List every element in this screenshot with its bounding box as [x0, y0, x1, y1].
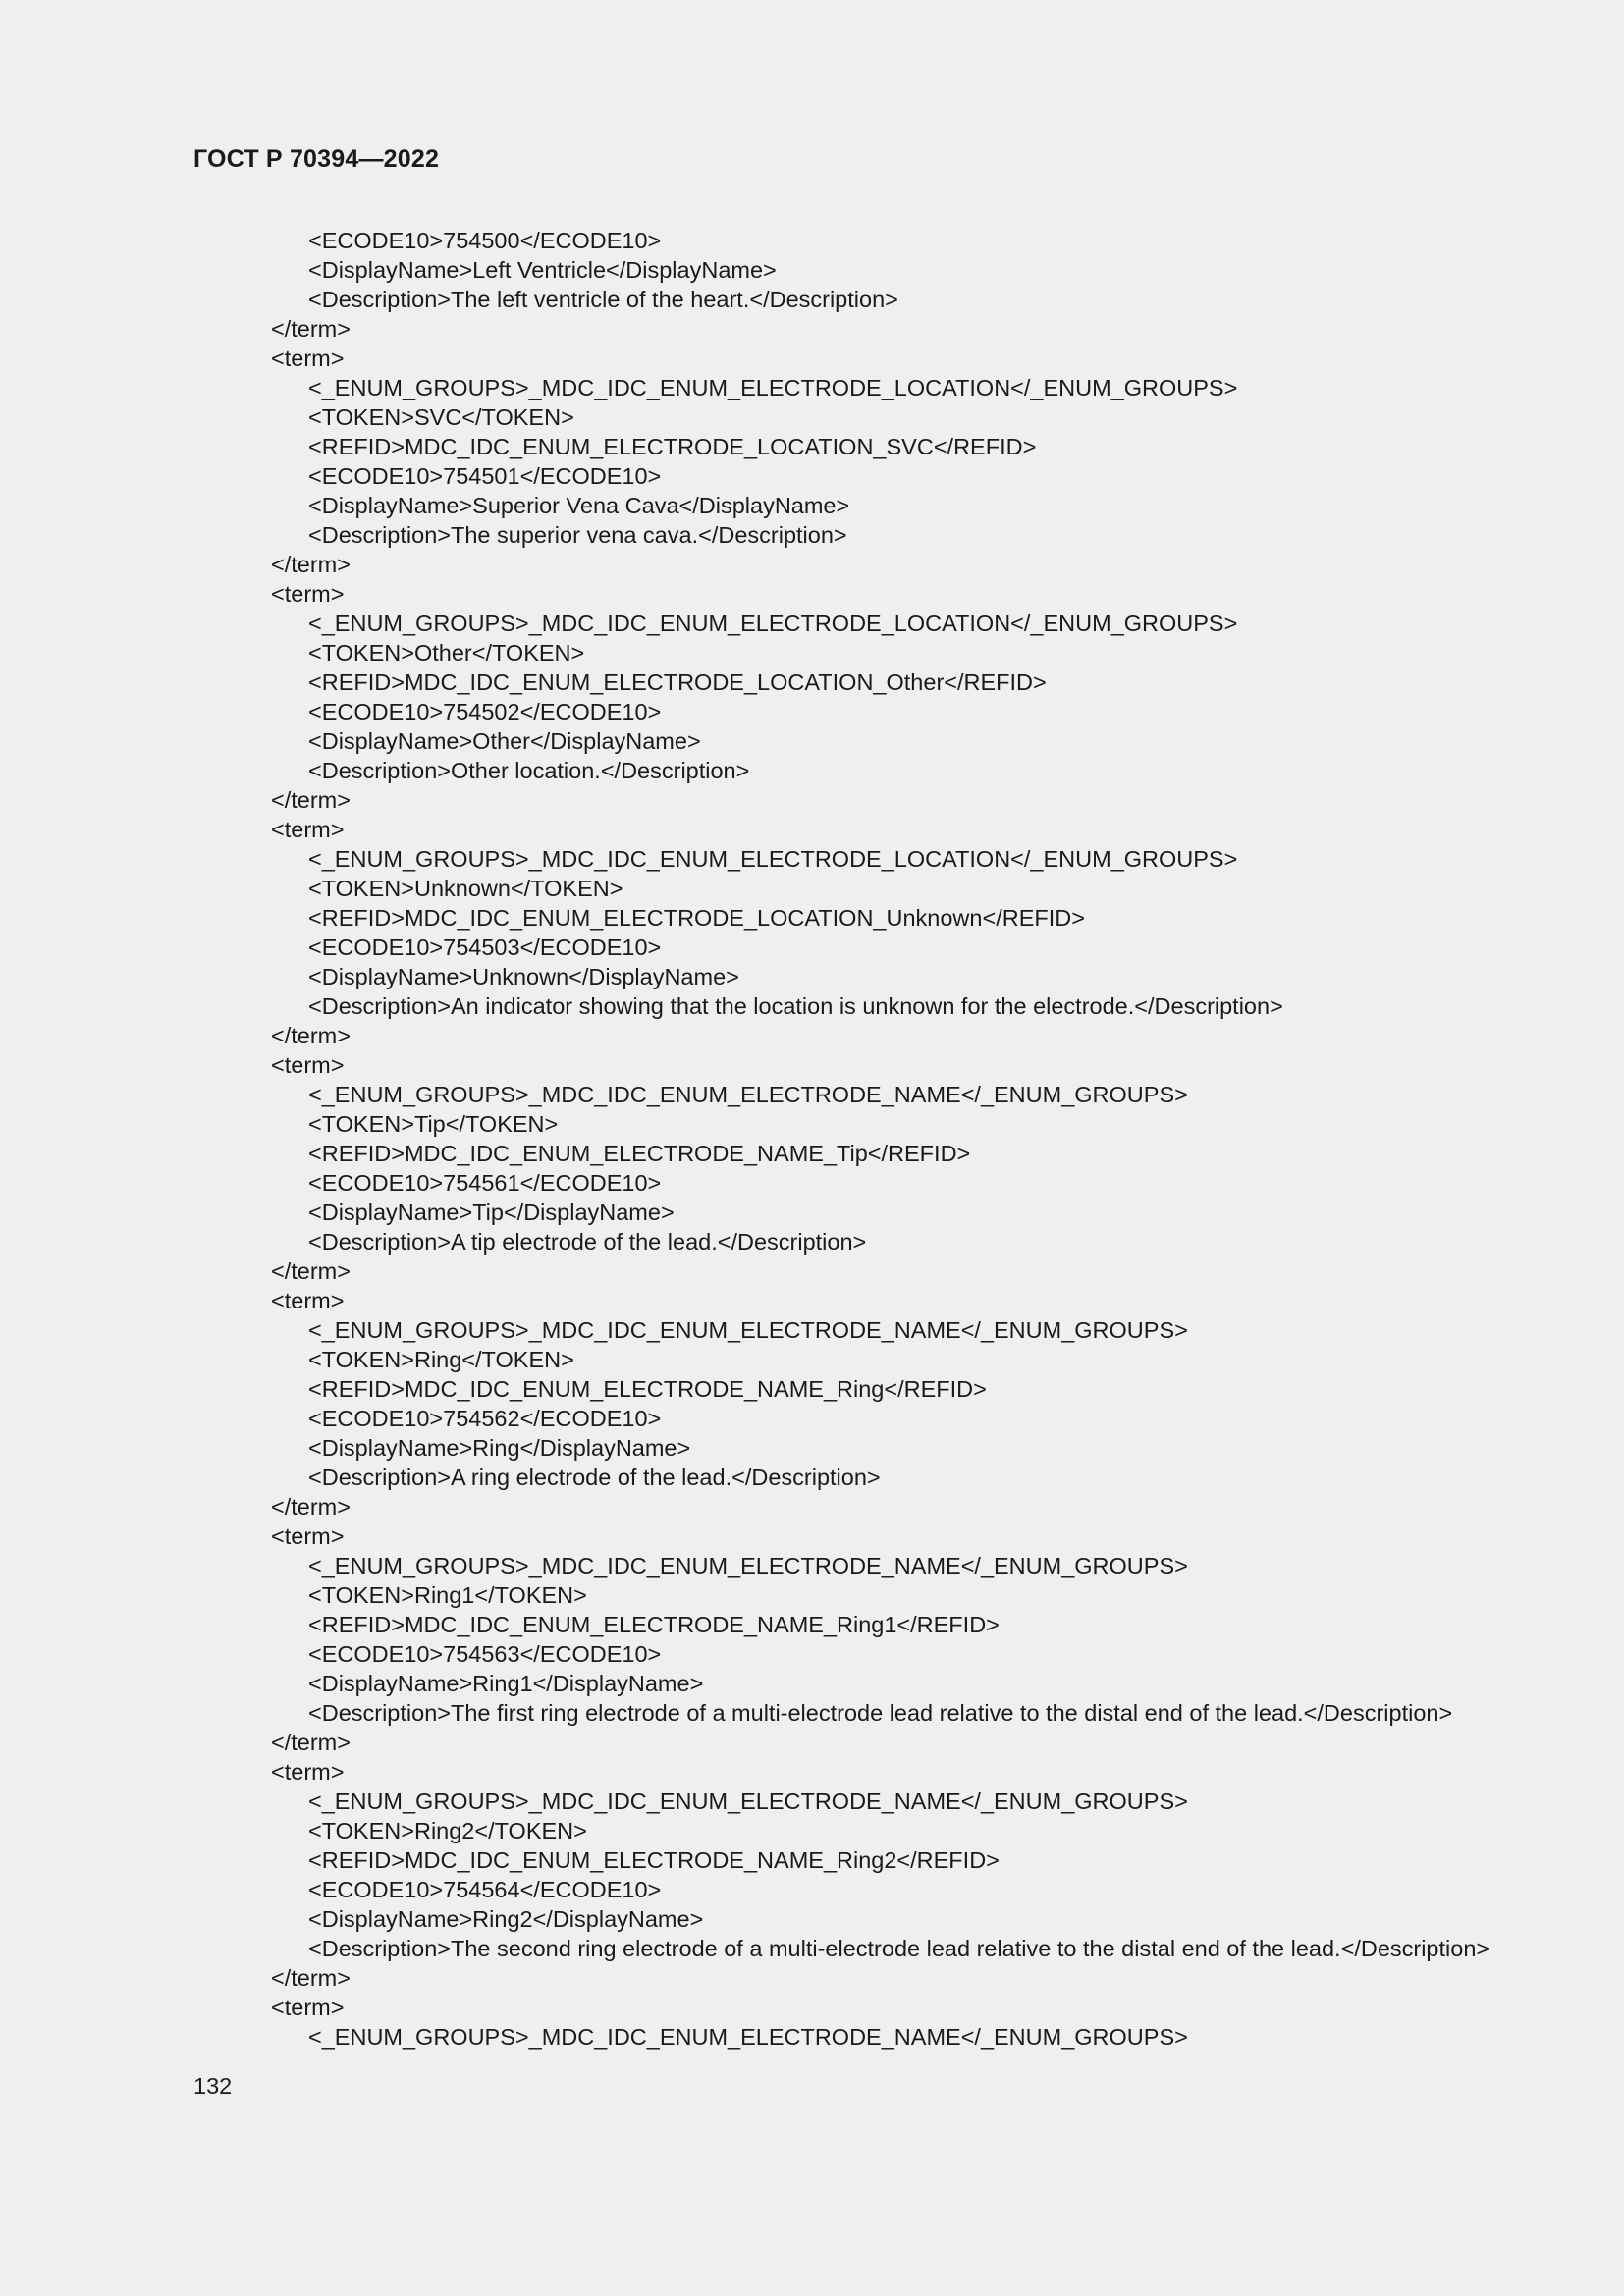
code-line: <_ENUM_GROUPS>_MDC_IDC_ENUM_ELECTRODE_NAME</_ENUM_GROUPS> [308, 1789, 1188, 1814]
code-line: <TOKEN>Ring</TOKEN> [308, 1347, 574, 1372]
code-line: <ECODE10>754562</ECODE10> [308, 1406, 662, 1431]
code-line: <ECODE10>754564</ECODE10> [308, 1877, 662, 1902]
code-line: <REFID>MDC_IDC_ENUM_ELECTRODE_NAME_Ring2</REFID> [308, 1847, 1000, 1873]
code-line: <ECODE10>754501</ECODE10> [308, 463, 662, 489]
code-line: <term> [271, 1288, 345, 1313]
code-line: <term> [271, 346, 345, 371]
code-line: <_ENUM_GROUPS>_MDC_IDC_ENUM_ELECTRODE_LOCATION</_ENUM_GROUPS> [308, 611, 1238, 636]
code-line: <TOKEN>Ring1</TOKEN> [308, 1582, 587, 1608]
code-line: <Description>A ring electrode of the lead.</Description> [308, 1465, 881, 1490]
code-line: <ECODE10>754500</ECODE10> [308, 228, 662, 253]
code-line: <DisplayName>Other</DisplayName> [308, 728, 701, 754]
code-line: <TOKEN>Ring2</TOKEN> [308, 1818, 587, 1843]
code-line: </term> [271, 1730, 351, 1755]
code-line: <DisplayName>Unknown</DisplayName> [308, 964, 739, 989]
code-line: <REFID>MDC_IDC_ENUM_ELECTRODE_NAME_Ring1</REFID> [308, 1612, 1000, 1637]
code-line: <REFID>MDC_IDC_ENUM_ELECTRODE_LOCATION_Other</REFID> [308, 669, 1047, 695]
code-line: <term> [271, 1995, 345, 2020]
code-line: </term> [271, 1494, 351, 1520]
xml-code-listing [271, 226, 1587, 2052]
code-line: <term> [271, 1052, 345, 1078]
code-line: </term> [271, 787, 351, 813]
code-line: <Description>The left ventricle of the heart.</Description> [308, 287, 898, 312]
code-line: <REFID>MDC_IDC_ENUM_ELECTRODE_LOCATION_Unknown</REFID> [308, 905, 1085, 931]
code-line: <term> [271, 581, 345, 607]
code-line: <_ENUM_GROUPS>_MDC_IDC_ENUM_ELECTRODE_NAME</_ENUM_GROUPS> [308, 1553, 1188, 1578]
code-line: <_ENUM_GROUPS>_MDC_IDC_ENUM_ELECTRODE_NAME</_ENUM_GROUPS> [308, 1317, 1188, 1343]
code-line: <TOKEN>Unknown</TOKEN> [308, 876, 623, 901]
code-line: <Description>A tip electrode of the lead.</Description> [308, 1229, 867, 1255]
code-line: <_ENUM_GROUPS>_MDC_IDC_ENUM_ELECTRODE_NAME</_ENUM_GROUPS> [308, 2024, 1188, 2050]
code-line: <Description>Other location.</Description> [308, 758, 750, 783]
code-line: <TOKEN>SVC</TOKEN> [308, 404, 574, 430]
code-line: <_ENUM_GROUPS>_MDC_IDC_ENUM_ELECTRODE_LOCATION</_ENUM_GROUPS> [308, 846, 1238, 872]
code-line: <Description>The first ring electrode of a multi-electrode lead relative to the distal end of the lead.</Description> [308, 1700, 1453, 1726]
code-line: <TOKEN>Tip</TOKEN> [308, 1111, 559, 1137]
page-header-standard-id: ГОСТ Р 70394—2022 [193, 145, 440, 173]
code-line: <_ENUM_GROUPS>_MDC_IDC_ENUM_ELECTRODE_LOCATION</_ENUM_GROUPS> [308, 375, 1238, 400]
code-line: </term> [271, 316, 351, 342]
code-line: <REFID>MDC_IDC_ENUM_ELECTRODE_NAME_Ring</REFID> [308, 1376, 987, 1402]
code-line: <ECODE10>754561</ECODE10> [308, 1170, 662, 1196]
code-line: <Description>The second ring electrode of a multi-electrode lead relative to the distal end of the lead.</Description> [308, 1936, 1490, 1961]
code-line: <term> [271, 1523, 345, 1549]
code-line: <Description>An indicator showing that the location is unknown for the electrode.</Description> [308, 993, 1283, 1019]
code-line: </term> [271, 1965, 351, 1991]
code-line: <DisplayName>Ring1</DisplayName> [308, 1671, 704, 1696]
code-line: <DisplayName>Superior Vena Cava</DisplayName> [308, 493, 850, 518]
code-line: </term> [271, 552, 351, 577]
code-line: <REFID>MDC_IDC_ENUM_ELECTRODE_NAME_Tip</REFID> [308, 1141, 971, 1166]
code-line: <term> [271, 1759, 345, 1785]
code-line: </term> [271, 1023, 351, 1048]
code-line: <ECODE10>754563</ECODE10> [308, 1641, 662, 1667]
code-line: <DisplayName>Tip</DisplayName> [308, 1200, 675, 1225]
code-line: <DisplayName>Ring2</DisplayName> [308, 1906, 704, 1932]
code-line: <DisplayName>Left Ventricle</DisplayName> [308, 257, 777, 283]
code-line: <_ENUM_GROUPS>_MDC_IDC_ENUM_ELECTRODE_NAME</_ENUM_GROUPS> [308, 1082, 1188, 1107]
code-line: <Description>The superior vena cava.</Description> [308, 522, 847, 548]
code-line: <REFID>MDC_IDC_ENUM_ELECTRODE_LOCATION_SVC</REFID> [308, 434, 1037, 459]
code-line: <DisplayName>Ring</DisplayName> [308, 1435, 691, 1461]
code-line: <ECODE10>754503</ECODE10> [308, 934, 662, 960]
code-line: <term> [271, 817, 345, 842]
page-number: 132 [193, 2073, 233, 2099]
code-line: <ECODE10>754502</ECODE10> [308, 699, 662, 724]
code-line: <TOKEN>Other</TOKEN> [308, 640, 585, 666]
code-line: </term> [271, 1258, 351, 1284]
